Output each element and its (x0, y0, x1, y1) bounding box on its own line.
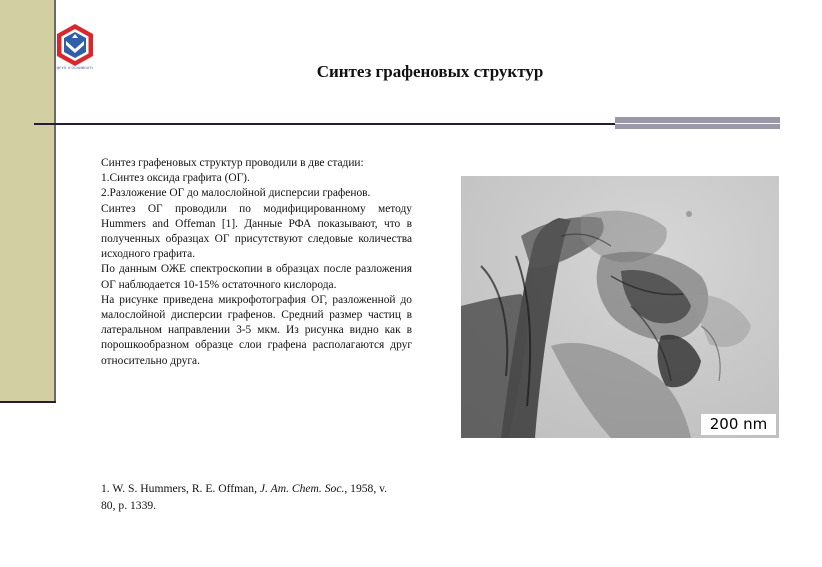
body-paragraph: 2.Разложение ОГ до малослойной дисперсии графенов. (101, 187, 371, 200)
body-paragraph: Синтез графеновых структур проводили в две стадии: (101, 157, 364, 169)
scale-bar-label: 200 nm (709, 415, 768, 433)
left-sidebar (0, 0, 54, 403)
sidebar-bottom-rule (0, 401, 56, 403)
scale-bar-box (701, 414, 776, 435)
reference-entry (101, 481, 401, 514)
body-paragraph: 1.Синтез оксида графита (ОГ). (101, 172, 250, 185)
micrograph-image (461, 176, 779, 438)
body-paragraph: По данным ОЖЕ спектроскопии в образцах после разложения ОГ наблюдается 10-15% остаточного кислорода. (101, 263, 412, 291)
tem-micrograph (461, 176, 779, 438)
reference-authors: 1. W. S. Hummers, R. E. Offman, (101, 482, 260, 495)
reference-journal: J. Am. Chem. Soc. (259, 482, 345, 495)
body-paragraph: На рисунке приведена микрофотография ОГ, разложенной до малослойной дисперсии графенов. Средний размер частиц в латеральном направлении 3-5 мкм. Из рисунка видно как в порошкообразном образце слои графена располагаются друг относительно друга. (101, 293, 412, 367)
body-text (101, 156, 412, 369)
slide-title: Синтез графеновых структур (316, 62, 544, 81)
title-accent-gap (615, 123, 780, 124)
reference-details: , 1958, v. 80, p. 1339. (101, 482, 388, 512)
reference (101, 481, 401, 514)
hexagon-logo-icon (53, 22, 97, 68)
body-paragraph: Синтез ОГ проводили по модифицированному методу Hummers and Offeman [1]. Данные РФА показывают, что в полученных образцах ОГ присутствуют следовые количества исходного графита. (101, 202, 412, 261)
logo-caption: ФГУП «ГОСНИИОХТ» (56, 66, 94, 70)
